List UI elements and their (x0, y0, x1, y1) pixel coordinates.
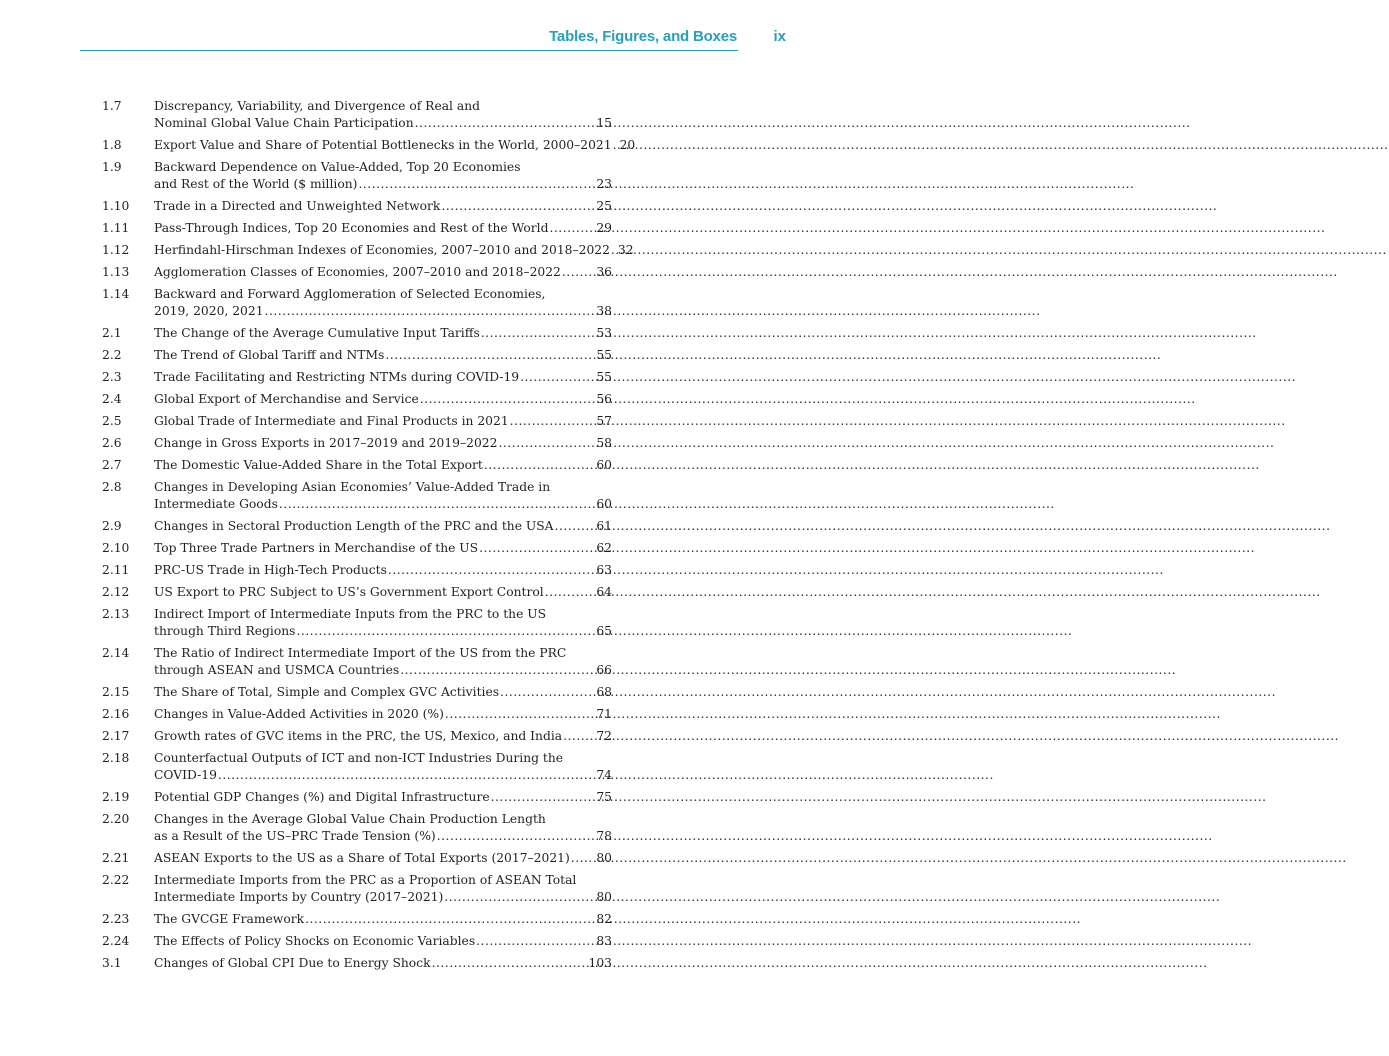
toc-entry[interactable] (102, 220, 612, 237)
toc-entry[interactable] (102, 540, 612, 557)
entry-number: 1.8 (102, 138, 122, 152)
toc-entry[interactable] (102, 606, 612, 640)
dot-leader (571, 850, 596, 867)
entry-title-line: Intermediate Imports by Country (2017–2021) (154, 890, 444, 904)
entry-body (154, 479, 612, 513)
toc-entry[interactable] (102, 391, 612, 408)
entry-number: 1.7 (102, 99, 122, 113)
toc-entry[interactable] (102, 911, 612, 928)
toc-entry[interactable] (102, 955, 612, 972)
dot-leader (481, 325, 596, 342)
entry-title-line: The Share of Total, Simple and Complex GVC Activities (154, 685, 500, 699)
entry-title-line: ASEAN Exports to the US as a Share of Total Exports (2017–2021) (154, 851, 570, 865)
dot-leader (296, 623, 595, 640)
entry-title-line: Trade Facilitating and Restricting NTMs during COVID-19 (154, 370, 520, 384)
entry-page-number[interactable]: 72 (596, 729, 612, 743)
entry-page-number[interactable]: 80 (596, 851, 612, 865)
toc-entry[interactable] (102, 369, 612, 386)
entry-page-number[interactable]: 20 (619, 138, 636, 152)
dot-leader (388, 562, 595, 579)
entry-title-line: Change in Gross Exports in 2017–2019 and 2019–2022 (154, 436, 498, 450)
entry-page-number[interactable]: 23 (596, 177, 612, 191)
dot-leader (218, 767, 595, 784)
entry-body (154, 369, 612, 386)
entry-number: 2.6 (102, 436, 122, 450)
entry-page-number[interactable]: 60 (596, 497, 612, 511)
toc-entry[interactable] (102, 811, 612, 845)
entry-number: 2.23 (102, 912, 130, 926)
entry-title-line: Intermediate Goods (154, 497, 278, 511)
dot-leader (400, 662, 595, 679)
dot-leader (484, 457, 595, 474)
entry-title-line: Counterfactual Outputs of ICT and non-ICT Industries During the (154, 751, 564, 765)
entry-page-number[interactable]: 25 (596, 199, 612, 213)
toc-entry[interactable] (102, 286, 612, 320)
entry-number: 2.13 (102, 607, 130, 621)
dot-leader (420, 391, 596, 408)
toc-entry[interactable] (102, 684, 612, 701)
dot-leader (385, 347, 595, 364)
dot-leader (444, 889, 595, 906)
entry-number: 2.18 (102, 751, 130, 765)
dot-leader (562, 264, 595, 281)
entry-number: 2.15 (102, 685, 130, 699)
entry-body (154, 872, 612, 906)
entry-title-line: Potential GDP Changes (%) and Digital Infrastructure (154, 790, 490, 804)
entry-body (154, 242, 634, 259)
dot-leader (549, 220, 595, 237)
dot-leader (441, 198, 595, 215)
entry-title-line: Changes in Sectoral Production Length of the PRC and the USA (154, 519, 554, 533)
entry-title-line: COVID-19 (154, 768, 217, 782)
entry-body (154, 955, 612, 972)
entry-number: 2.19 (102, 790, 130, 804)
entry-body (154, 645, 612, 679)
dot-leader (279, 496, 595, 513)
entry-number: 1.9 (102, 160, 122, 174)
entry-page-number[interactable]: 82 (596, 912, 612, 926)
figures-list (102, 98, 636, 977)
entry-title-line: Nominal Global Value Chain Participation (154, 116, 414, 130)
running-header (80, 28, 786, 48)
toc-entry[interactable] (102, 850, 612, 867)
entry-body (154, 220, 612, 237)
toc-entry[interactable] (102, 584, 612, 601)
entry-title-line: Changes in Value-Added Activities in 2020 (%) (154, 707, 444, 721)
entry-body (154, 606, 612, 640)
entry-title-line: Growth rates of GVC items in the PRC, the US, Mexico, and India (154, 729, 563, 743)
entry-title-line: PRC-US Trade in High-Tech Products (154, 563, 387, 577)
entry-title-line: Backward and Forward Agglomeration of Selected Economies, (154, 287, 546, 301)
entry-number: 2.4 (102, 392, 122, 406)
entry-body (154, 347, 612, 364)
entry-page-number[interactable]: 62 (596, 541, 612, 555)
toc-entry[interactable] (102, 159, 612, 193)
header-rule (80, 50, 738, 51)
entry-title-line: through ASEAN and USMCA Countries (154, 663, 400, 677)
toc-entry[interactable] (102, 706, 612, 723)
entry-number: 2.24 (102, 934, 130, 948)
entry-body (154, 137, 636, 154)
entry-number: 1.11 (102, 221, 130, 235)
toc-entry[interactable] (102, 562, 612, 579)
entry-body (154, 391, 612, 408)
entry-number: 1.12 (102, 243, 130, 257)
dot-leader (305, 911, 595, 928)
toc-entry[interactable] (102, 264, 612, 281)
dot-leader (445, 706, 595, 723)
entry-number: 2.21 (102, 851, 130, 865)
entry-title-line: The Effects of Policy Shocks on Economic Variables (154, 934, 476, 948)
entry-title-line: Changes in the Average Global Value Chain Production Length (154, 812, 546, 826)
toc-entry[interactable] (102, 242, 634, 259)
entry-title-line: Top Three Trade Partners in Merchandise of the US (154, 541, 479, 555)
entry-body (154, 811, 612, 845)
dot-leader (611, 242, 617, 259)
entry-page-number[interactable]: 75 (596, 790, 612, 804)
entry-title-line: The Ratio of Indirect Intermediate Import of the US from the PRC (154, 646, 567, 660)
entry-page-number[interactable]: 63 (596, 563, 612, 577)
entry-body (154, 850, 612, 867)
entry-title-line: Trade in a Directed and Unweighted Network (154, 199, 441, 213)
entry-body (154, 98, 612, 132)
dot-leader (265, 303, 596, 320)
toc-entry[interactable] (102, 413, 612, 430)
entry-title-line: Agglomeration Classes of Economies, 2007–2010 and 2018–2022 (154, 265, 561, 279)
toc-entry[interactable] (102, 98, 612, 132)
entry-body (154, 325, 612, 342)
entry-page-number[interactable]: 64 (596, 585, 612, 599)
entry-body (154, 159, 612, 193)
dot-leader (437, 828, 596, 845)
entry-page-number[interactable]: 53 (596, 326, 612, 340)
toc-entry[interactable] (102, 750, 612, 784)
entry-number: 2.2 (102, 348, 122, 362)
entry-page-number[interactable]: 68 (596, 685, 612, 699)
entry-title-line: as a Result of the US–PRC Trade Tension (%) (154, 829, 436, 843)
entry-page-number[interactable]: 103 (588, 956, 612, 970)
entry-body (154, 728, 612, 745)
dot-leader (500, 684, 595, 701)
toc-entry[interactable] (102, 518, 612, 535)
entry-page-number[interactable]: 78 (596, 829, 612, 843)
entry-number: 2.17 (102, 729, 130, 743)
dot-leader (415, 115, 596, 132)
entry-body (154, 457, 612, 474)
toc-entry[interactable] (102, 479, 612, 513)
entry-page-number[interactable]: 65 (596, 624, 612, 638)
entry-body (154, 706, 612, 723)
entry-page-number[interactable]: 56 (596, 392, 612, 406)
entry-number: 2.10 (102, 541, 130, 555)
entry-body (154, 789, 612, 806)
entry-page-number[interactable]: 29 (596, 221, 612, 235)
page-number: ix (773, 28, 786, 45)
entry-number: 2.1 (102, 326, 122, 340)
entry-body (154, 198, 612, 215)
entry-page-number[interactable]: 61 (596, 519, 612, 533)
entry-title-line: Discrepancy, Variability, and Divergence of Real and (154, 99, 481, 113)
entry-number: 2.16 (102, 707, 130, 721)
entry-number: 3.1 (102, 956, 122, 970)
entry-number: 2.20 (102, 812, 130, 826)
entry-title-line: Pass-Through Indices, Top 20 Economies and Rest of the World (154, 221, 549, 235)
entry-title-line: Changes in Developing Asian Economies’ Value-Added Trade in (154, 480, 551, 494)
entry-title-line: The Change of the Average Cumulative Input Tariffs (154, 326, 480, 340)
entry-page-number[interactable]: 15 (596, 116, 612, 130)
entry-page-number[interactable]: 38 (596, 304, 612, 318)
entry-body (154, 911, 612, 928)
entry-page-number[interactable]: 60 (596, 458, 612, 472)
entry-title-line: through Third Regions (154, 624, 296, 638)
entry-body (154, 286, 612, 320)
entry-title-line: Export Value and Share of Potential Bottlenecks in the World, 2000–2021 (154, 138, 612, 152)
entry-title-line: Intermediate Imports from the PRC as a Proportion of ASEAN Total (154, 873, 577, 887)
entry-number: 1.13 (102, 265, 130, 279)
entry-number: 2.5 (102, 414, 122, 428)
entry-page-number[interactable]: 83 (596, 934, 612, 948)
entry-page-number[interactable]: 80 (596, 890, 612, 904)
entry-title-line: Global Export of Merchandise and Service (154, 392, 419, 406)
entry-title-line: US Export to PRC Subject to US’s Government Export Control (154, 585, 544, 599)
entry-page-number[interactable]: 36 (596, 265, 612, 279)
entry-title-line: Indirect Import of Intermediate Inputs from the PRC to the US (154, 607, 547, 621)
toc-entry[interactable] (102, 872, 612, 906)
dot-leader (520, 369, 595, 386)
entry-body (154, 264, 612, 281)
entry-title-line: Herfindahl-Hirschman Indexes of Economies, 2007–2010 and 2018–2022 (154, 243, 610, 257)
entry-body (154, 518, 612, 535)
entry-page-number[interactable]: 55 (596, 370, 612, 384)
entry-page-number[interactable]: 55 (596, 348, 612, 362)
entry-page-number[interactable]: 66 (596, 663, 612, 677)
dot-leader (555, 518, 596, 535)
toc-entry[interactable] (102, 645, 612, 679)
dot-leader (479, 540, 595, 557)
entry-page-number[interactable]: 74 (596, 768, 612, 782)
toc-entry[interactable] (102, 933, 612, 950)
entry-number: 2.8 (102, 480, 122, 494)
dot-leader (613, 137, 619, 154)
dot-leader (545, 584, 596, 601)
entry-title-line: The Trend of Global Tariff and NTMs (154, 348, 385, 362)
dot-leader (432, 955, 588, 972)
entry-body (154, 684, 612, 701)
toc-entry[interactable] (102, 325, 612, 342)
entry-body (154, 750, 612, 784)
entry-number: 2.12 (102, 585, 130, 599)
entry-title-line: Backward Dependence on Value-Added, Top 20 Economies (154, 160, 521, 174)
dot-leader (563, 728, 595, 745)
entry-body (154, 435, 612, 452)
entry-title-line: The GVCGE Framework (154, 912, 305, 926)
entry-number: 1.14 (102, 287, 130, 301)
toc-entry[interactable] (102, 435, 612, 452)
entry-title-line: 2019, 2020, 2021 (154, 304, 264, 318)
toc-entry[interactable] (102, 198, 612, 215)
entry-number: 1.10 (102, 199, 130, 213)
entry-number: 2.9 (102, 519, 122, 533)
entry-body (154, 413, 612, 430)
toc-entry[interactable] (102, 137, 636, 154)
entry-title-line: Global Trade of Intermediate and Final Products in 2021 (154, 414, 509, 428)
entry-title-line: and Rest of the World ($ million) (154, 177, 358, 191)
entry-body (154, 933, 612, 950)
entry-number: 2.11 (102, 563, 130, 577)
toc-entry[interactable] (102, 347, 612, 364)
entry-body (154, 540, 612, 557)
toc-entry[interactable] (102, 457, 612, 474)
dot-leader (498, 435, 595, 452)
toc-entry[interactable] (102, 789, 612, 806)
entry-body (154, 562, 612, 579)
entry-number: 2.3 (102, 370, 122, 384)
entry-page-number[interactable]: 71 (596, 707, 612, 721)
entry-number: 2.22 (102, 873, 130, 887)
entry-body (154, 584, 612, 601)
entry-page-number[interactable]: 57 (596, 414, 612, 428)
entry-title-line: The Domestic Value-Added Share in the Total Export (154, 458, 483, 472)
dot-leader (491, 789, 596, 806)
entry-title-line: Changes of Global CPI Due to Energy Shock (154, 956, 431, 970)
dot-leader (510, 413, 596, 430)
entry-page-number[interactable]: 32 (617, 243, 634, 257)
entry-number: 2.7 (102, 458, 122, 472)
dot-leader (476, 933, 595, 950)
toc-entry[interactable] (102, 728, 612, 745)
entry-page-number[interactable]: 58 (596, 436, 612, 450)
dot-leader (358, 176, 595, 193)
section-title: Tables, Figures, and Boxes (549, 28, 737, 45)
entry-number: 2.14 (102, 646, 130, 660)
